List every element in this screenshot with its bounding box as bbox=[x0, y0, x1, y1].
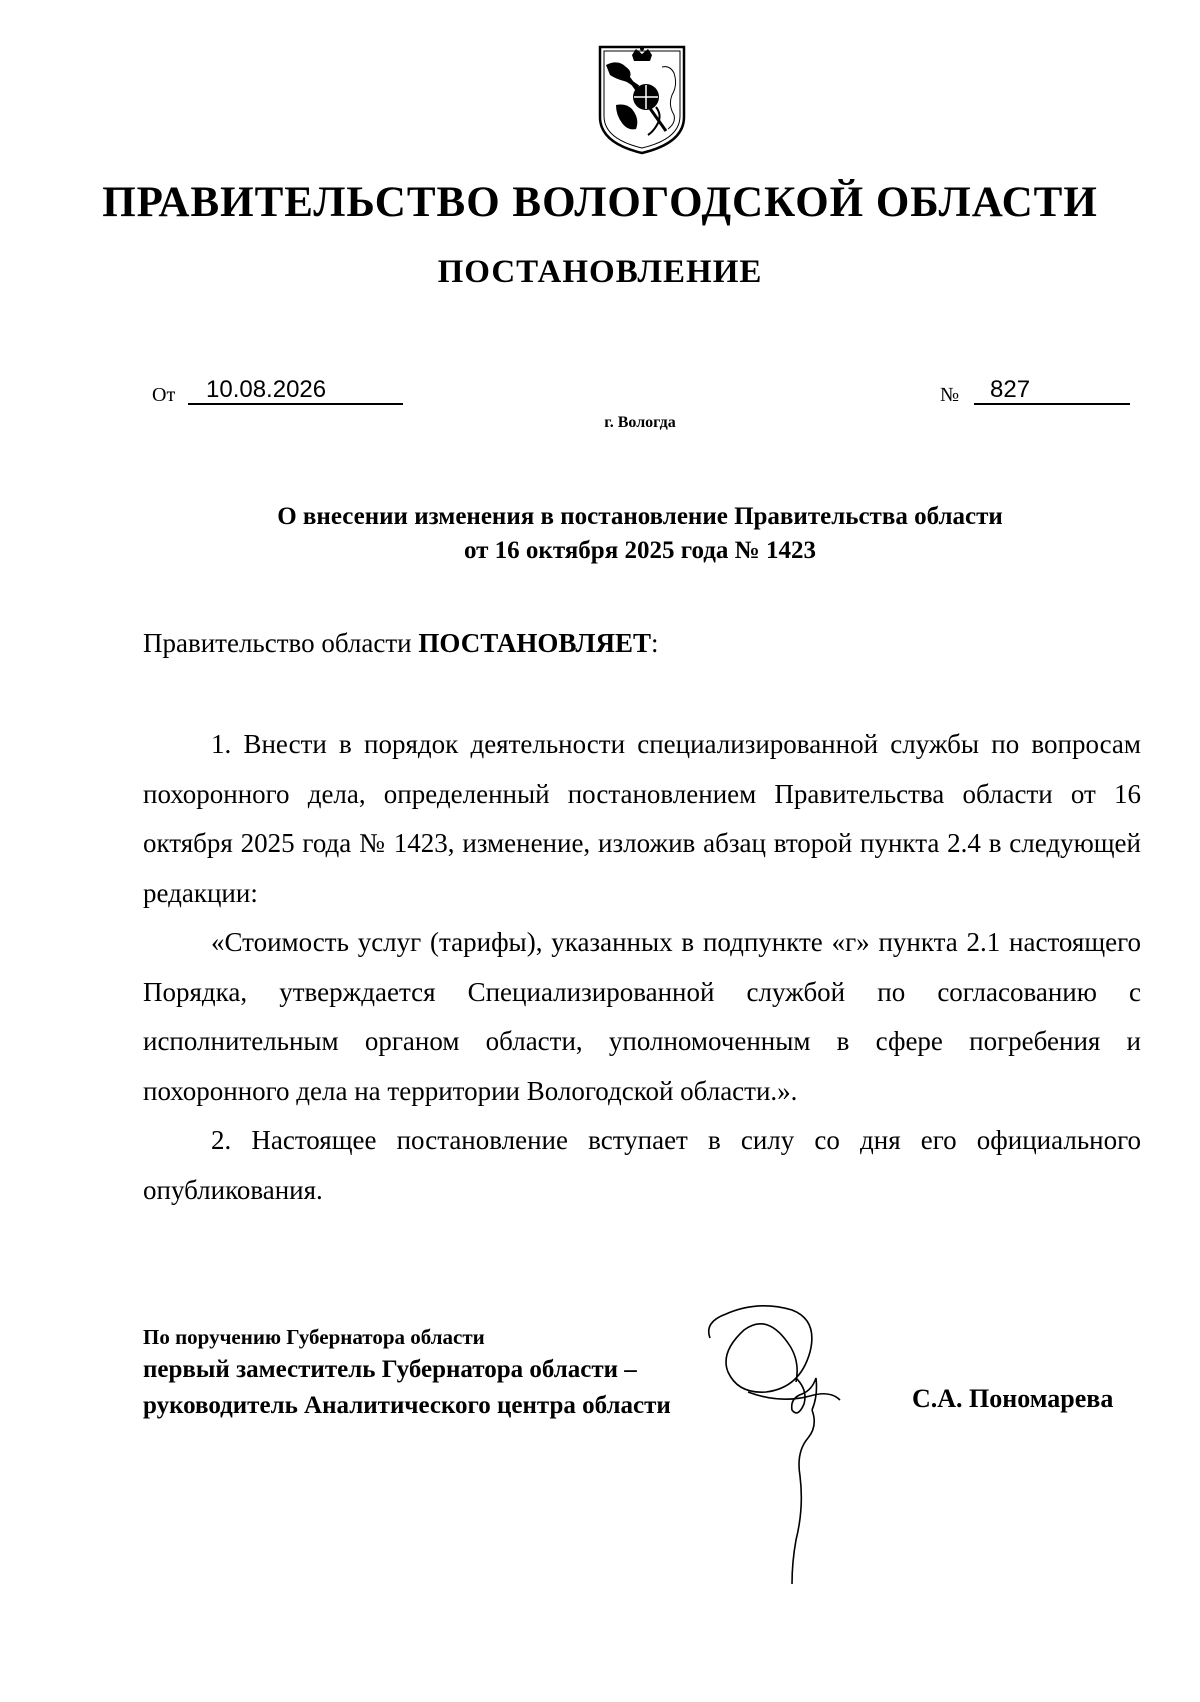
preamble-resolves: ПОСТАНОВЛЯЕТ bbox=[418, 628, 651, 658]
heading-line-2: от 16 октября 2025 года № 1423 bbox=[463, 537, 817, 564]
coat-of-arms-emblem bbox=[596, 45, 688, 155]
signatory-line-1: По поручению Губернатора области bbox=[143, 1325, 485, 1349]
number-label: № bbox=[940, 384, 960, 406]
clause-2: 2. Настоящее постановление вступает в силу со дня его официального опубликования. bbox=[143, 1125, 1141, 1205]
preamble-text: Правительство области bbox=[143, 628, 419, 658]
clause-1-quote: «Стоимость услуг (тарифы), указанных в подпункте «г» пункта 2.1 настоящего Порядка, утверждается Специализированной службой по согласованию с исполнительным органом области, уполномоченным в сфере погребения и похоронного дела на территории Вологодской области.». bbox=[143, 927, 1141, 1106]
document-body bbox=[143, 720, 1141, 1215]
document-heading bbox=[160, 500, 1120, 568]
date-label: От bbox=[152, 384, 176, 406]
city: г. Вологда bbox=[604, 414, 676, 431]
clause-1: 1. Внести в порядок деятельности специализированной службы по вопросам похоронного дела, определенный постановлением Правительства области от 16 октября 2025 года № 1423, изменение, изложив абзац второй пункта 2.4 в следующей редакции: bbox=[143, 729, 1141, 908]
heading-line-1: О внесении изменения в постановление Правительства области bbox=[277, 503, 1003, 530]
signatory-name: С.А. Пономарева bbox=[912, 1384, 1114, 1413]
document-date: 10.08.2026 bbox=[188, 375, 403, 405]
document-type: ПОСТАНОВЛЕНИЕ bbox=[437, 254, 763, 290]
preamble-colon: : bbox=[650, 628, 659, 658]
government-title: ПРАВИТЕЛЬСТВО ВОЛОГОДСКОЙ ОБЛАСТИ bbox=[102, 179, 1098, 226]
signatory-line-2: первый заместитель Губернатора области – bbox=[143, 1356, 637, 1383]
document-number: 827 bbox=[974, 375, 1130, 405]
handwritten-signature bbox=[700, 1300, 920, 1590]
preamble bbox=[143, 628, 659, 659]
signatory-position bbox=[143, 1322, 671, 1424]
signatory-line-3: руководитель Аналитического центра области bbox=[143, 1392, 671, 1419]
